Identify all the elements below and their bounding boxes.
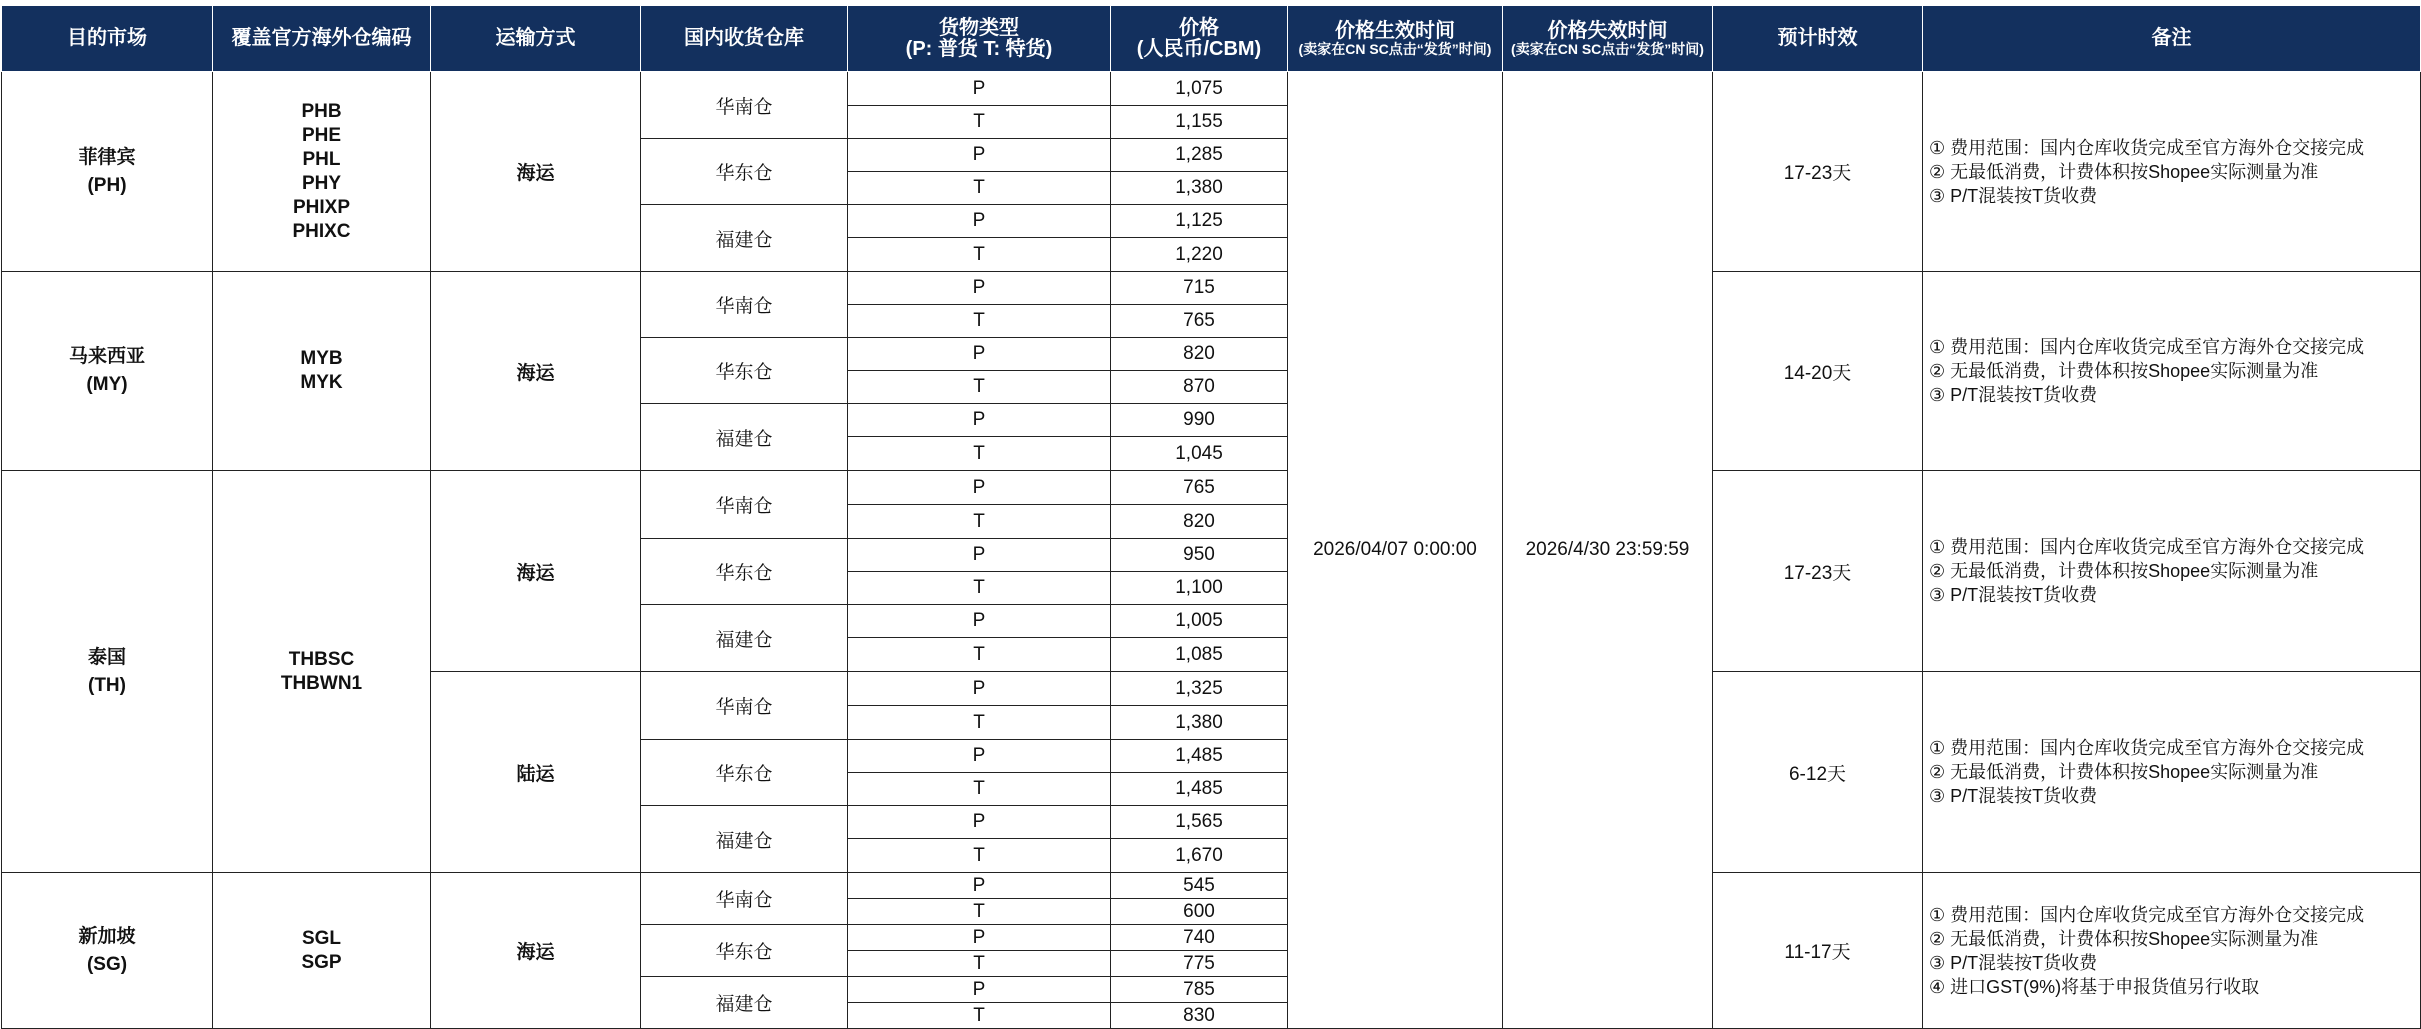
header-cargo-type [848, 6, 1111, 72]
market-name: 马来西亚 [68, 346, 145, 367]
warehouse-codes-cell [213, 72, 431, 272]
header-row [2, 6, 2421, 72]
cargo-type-cell: T [848, 773, 1111, 806]
note-line: ① 费用范围：国内仓库收货完成至官方海外仓交接完成 [1929, 738, 2365, 758]
note-line: ② 无最低消费，计费体积按Shopee实际测量为准 [1929, 161, 2319, 182]
notes-cell [1923, 471, 2421, 672]
eta-cell: 17-23天 [1713, 72, 1923, 272]
transport-cell: 海运 [431, 873, 641, 1029]
cargo-type-cell: P [848, 139, 1111, 172]
price-cell: 1,380 [1111, 706, 1288, 740]
transport-cell: 陆运 [431, 672, 641, 873]
cargo-type-cell: P [848, 205, 1111, 238]
market-name: 新加坡 [78, 925, 136, 947]
price-cell: 1,075 [1111, 72, 1288, 106]
note-line: ① 费用范围：国内仓库收货完成至官方海外仓交接完成 [1929, 337, 2365, 357]
cargo-type-cell: T [848, 172, 1111, 205]
eta-cell: 14-20天 [1713, 272, 1923, 471]
cargo-type-cell: T [848, 706, 1111, 740]
notes-cell [1923, 72, 2421, 272]
eta-cell: 17-23天 [1713, 471, 1923, 672]
cargo-type-cell: P [848, 740, 1111, 773]
market-cell [2, 873, 213, 1029]
price-cell: 1,155 [1111, 106, 1288, 139]
warehouse-code: THBWN1 [280, 672, 363, 694]
notes-cell [1923, 272, 2421, 471]
price-cell: 1,380 [1111, 172, 1288, 205]
price-cell: 820 [1111, 505, 1288, 539]
market-code: (TH) [88, 674, 126, 696]
note-line: ② 无最低消费，计费体积按Shopee实际测量为准 [1929, 928, 2319, 949]
note-line: ② 无最低消费，计费体积按Shopee实际测量为准 [1929, 561, 2319, 581]
transport-cell: 海运 [431, 471, 641, 672]
cargo-type-cell: T [848, 371, 1111, 404]
market-code: (MY) [86, 374, 128, 395]
domestic-warehouse-cell: 福建仓 [641, 404, 848, 471]
cargo-type-cell: T [848, 106, 1111, 139]
transport-cell: 海运 [431, 272, 641, 471]
price-cell: 1,670 [1111, 839, 1288, 873]
price-cell: 740 [1111, 925, 1288, 951]
cargo-type-cell: P [848, 539, 1111, 572]
note-line: ① 费用范围：国内仓库收货完成至官方海外仓交接完成 [1929, 137, 2365, 158]
table-row [2, 272, 2421, 305]
price-cell: 1,100 [1111, 572, 1288, 605]
price-cell: 715 [1111, 272, 1288, 305]
warehouse-codes-cell [213, 873, 431, 1029]
domestic-warehouse-cell: 华南仓 [641, 873, 848, 925]
header-transport: 运输方式 [431, 6, 641, 72]
price-cell: 990 [1111, 404, 1288, 437]
note-line: ③ P/T混装按T货收费 [1929, 585, 2098, 605]
cargo-type-cell: T [848, 839, 1111, 873]
cargo-type-cell: P [848, 272, 1111, 305]
notes-cell [1923, 873, 2421, 1029]
header-effective-sub: (卖家在CN SC点击“发货”时间) [1298, 41, 1492, 57]
table-row [2, 873, 2421, 899]
domestic-warehouse-cell: 华东仓 [641, 338, 848, 404]
warehouse-code: MYB [300, 348, 343, 369]
cargo-type-cell: T [848, 437, 1111, 471]
header-cargo-type-title: 货物类型 [939, 16, 1019, 39]
header-codes: 覆盖官方海外仓编码 [213, 6, 431, 72]
price-cell: 820 [1111, 338, 1288, 371]
price-cell: 870 [1111, 371, 1288, 404]
domestic-warehouse-cell: 华东仓 [641, 539, 848, 605]
header-price-sub: (人民币/CBM) [1136, 37, 1262, 60]
market-cell [2, 272, 213, 471]
note-line: ① 费用范围：国内仓库收货完成至官方海外仓交接完成 [1929, 904, 2365, 925]
table-row [2, 471, 2421, 505]
header-expiry-title: 价格失效时间 [1547, 20, 1668, 42]
price-cell: 765 [1111, 305, 1288, 338]
note-line: ③ P/T混装按T货收费 [1929, 786, 2098, 806]
cargo-type-cell: P [848, 873, 1111, 899]
warehouse-code: PHE [301, 124, 342, 146]
domestic-warehouse-cell: 华南仓 [641, 272, 848, 338]
price-cell: 1,085 [1111, 638, 1288, 672]
price-cell: 775 [1111, 951, 1288, 977]
header-market: 目的市场 [2, 6, 213, 72]
cargo-type-cell: T [848, 505, 1111, 539]
domestic-warehouse-cell: 华东仓 [641, 740, 848, 806]
price-cell: 1,485 [1111, 740, 1288, 773]
price-cell: 600 [1111, 899, 1288, 925]
cargo-type-cell: P [848, 977, 1111, 1003]
note-line: ③ P/T混装按T货收费 [1929, 385, 2098, 405]
domestic-warehouse-cell: 华南仓 [641, 72, 848, 139]
cargo-type-cell: T [848, 238, 1111, 272]
warehouse-codes-cell [213, 272, 431, 471]
table-row [2, 72, 2421, 106]
domestic-warehouse-cell: 华东仓 [641, 139, 848, 205]
expiry-time-cell: 2026/4/30 23:59:59 [1503, 72, 1713, 1029]
rate-table [1, 5, 2421, 1029]
cargo-type-cell: P [848, 925, 1111, 951]
notes-cell [1923, 672, 2421, 873]
note-line: ① 费用范围：国内仓库收货完成至官方海外仓交接完成 [1929, 537, 2365, 557]
note-line: ② 无最低消费，计费体积按Shopee实际测量为准 [1929, 361, 2319, 381]
domestic-warehouse-cell: 华南仓 [641, 672, 848, 740]
price-cell: 1,220 [1111, 238, 1288, 272]
cargo-type-cell: T [848, 1003, 1111, 1029]
cargo-type-cell: P [848, 72, 1111, 106]
domestic-warehouse-cell: 福建仓 [641, 205, 848, 272]
header-expiry-sub: (卖家在CN SC点击“发货”时间) [1511, 41, 1704, 57]
cargo-type-cell: T [848, 305, 1111, 338]
market-cell [2, 72, 213, 272]
note-line: ③ P/T混装按T货收费 [1929, 952, 2098, 973]
header-cargo-type-sub: (P: 普货 T: 特货) [905, 37, 1053, 60]
header-effective [1288, 6, 1503, 72]
price-cell: 1,005 [1111, 605, 1288, 638]
cargo-type-cell: P [848, 471, 1111, 505]
cargo-type-cell: T [848, 951, 1111, 977]
price-cell: 545 [1111, 873, 1288, 899]
price-cell: 950 [1111, 539, 1288, 572]
header-price [1111, 6, 1288, 72]
market-name: 菲律宾 [78, 146, 136, 168]
price-cell: 1,485 [1111, 773, 1288, 806]
eta-cell: 6-12天 [1713, 672, 1923, 873]
warehouse-codes-cell [213, 471, 431, 873]
domestic-warehouse-cell: 华南仓 [641, 471, 848, 539]
price-cell: 1,565 [1111, 806, 1288, 839]
table-body [2, 72, 2421, 1029]
effective-time-cell: 2026/04/07 0:00:00 [1288, 72, 1503, 1029]
cargo-type-cell: P [848, 605, 1111, 638]
eta-cell: 11-17天 [1713, 873, 1923, 1029]
cargo-type-cell: P [848, 404, 1111, 437]
header-price-title: 价格 [1179, 16, 1219, 39]
price-cell: 830 [1111, 1003, 1288, 1029]
warehouse-code: PHL [302, 148, 341, 170]
price-cell: 1,125 [1111, 205, 1288, 238]
transport-cell: 海运 [431, 72, 641, 272]
price-cell: 1,045 [1111, 437, 1288, 471]
header-expiry [1503, 6, 1713, 72]
price-cell: 785 [1111, 977, 1288, 1003]
cargo-type-cell: T [848, 572, 1111, 605]
warehouse-code: SGL [301, 927, 342, 949]
market-name: 泰国 [87, 646, 126, 668]
warehouse-code: PHIXP [292, 196, 351, 218]
warehouse-code: THBSC [288, 648, 355, 670]
header-effective-title: 价格生效时间 [1335, 20, 1455, 42]
cargo-type-cell: T [848, 638, 1111, 672]
warehouse-code: PHY [301, 172, 342, 194]
note-line: ② 无最低消费，计费体积按Shopee实际测量为准 [1929, 762, 2319, 782]
warehouse-code: PHIXC [292, 220, 351, 242]
warehouse-code: MYK [300, 372, 343, 393]
domestic-warehouse-cell: 福建仓 [641, 806, 848, 873]
price-cell: 1,325 [1111, 672, 1288, 706]
note-line: ③ P/T混装按T货收费 [1929, 185, 2098, 206]
note-line: ④ 进口GST(9%)将基于申报货值另行收取 [1929, 976, 2260, 997]
cargo-type-cell: P [848, 806, 1111, 839]
header-notes: 备注 [1923, 6, 2421, 72]
cargo-type-cell: P [848, 338, 1111, 371]
warehouse-code: PHB [301, 100, 342, 122]
market-code: (SG) [86, 953, 128, 975]
domestic-warehouse-cell: 华东仓 [641, 925, 848, 977]
domestic-warehouse-cell: 福建仓 [641, 605, 848, 672]
header-warehouse: 国内收货仓库 [641, 6, 848, 72]
market-code: (PH) [87, 174, 127, 196]
cargo-type-cell: T [848, 899, 1111, 925]
domestic-warehouse-cell: 福建仓 [641, 977, 848, 1029]
header-eta: 预计时效 [1713, 6, 1923, 72]
warehouse-code: SGP [301, 951, 342, 973]
price-cell: 765 [1111, 471, 1288, 505]
market-cell [2, 471, 213, 873]
cargo-type-cell: P [848, 672, 1111, 706]
price-cell: 1,285 [1111, 139, 1288, 172]
